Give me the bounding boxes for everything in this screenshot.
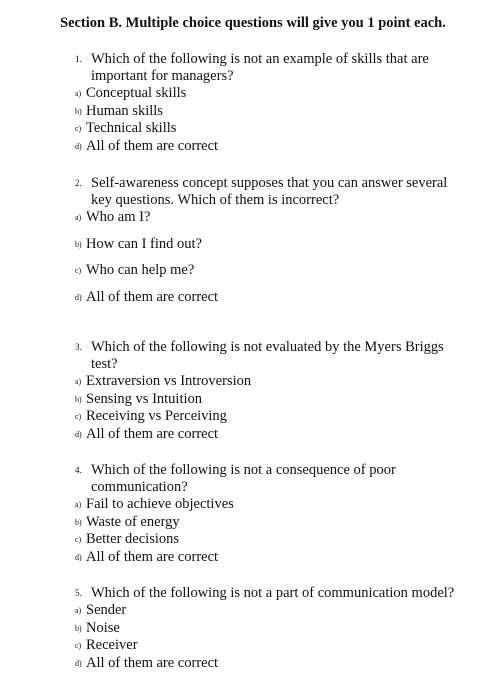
option-c[interactable] (75, 408, 470, 426)
option-text: Who can help me? (86, 262, 195, 278)
option-letter: c) (75, 412, 82, 422)
question-4 (75, 462, 470, 566)
option-letter: c) (75, 535, 82, 545)
option-letter: b) (75, 239, 82, 249)
option-text: All of them are correct (86, 137, 219, 154)
option-letter: d) (75, 552, 82, 562)
option-text: Technical skills (86, 120, 177, 137)
option-c[interactable] (75, 531, 470, 549)
option-letter: a) (75, 213, 82, 222)
question-prompt: Self-awareness concept supposes that you can answer several key questions. Which of them is incorrect? (91, 175, 448, 208)
option-text: Sensing vs Intuition (86, 390, 203, 407)
option-text: Noise (86, 619, 120, 636)
option-text: How can I find out? (86, 235, 202, 252)
option-text: Sender (86, 602, 127, 618)
option-a[interactable] (75, 496, 470, 514)
option-letter: a) (75, 377, 82, 386)
option-letter: d) (75, 429, 82, 439)
question-text (75, 339, 470, 373)
option-b[interactable] (75, 391, 470, 409)
question-text (75, 51, 470, 85)
option-text: Waste of energy (86, 513, 180, 530)
option-c[interactable] (75, 120, 470, 138)
question-5 (75, 585, 470, 672)
option-b[interactable] (75, 236, 470, 253)
option-d[interactable] (75, 426, 470, 444)
option-c[interactable] (75, 262, 470, 279)
option-a[interactable] (75, 85, 470, 103)
option-letter: d) (75, 141, 82, 151)
option-d[interactable] (75, 655, 470, 673)
question-prompt: Which of the following is not an example of skills that are important for managers? (91, 51, 429, 84)
option-letter: b) (75, 106, 82, 116)
option-letter: d) (75, 292, 82, 302)
option-d[interactable] (75, 549, 470, 567)
question-prompt: Which of the following is not a consequence of poor communication? (91, 462, 396, 495)
option-text: Who am I? (86, 209, 151, 225)
option-letter: b) (75, 394, 82, 404)
option-d[interactable] (75, 138, 470, 156)
option-text: All of them are correct (86, 548, 219, 565)
option-text: Human skills (86, 102, 163, 119)
option-text: All of them are correct (86, 654, 219, 671)
option-text: Receiver (86, 637, 138, 654)
question-prompt: Which of the following is not a part of communication model? (91, 585, 455, 601)
question-number: 5. (75, 588, 82, 598)
question-text (75, 175, 470, 209)
section-title: Section B. Multiple choice questions will give you 1 point each. (60, 15, 446, 31)
question-text (75, 585, 470, 602)
question-number: 1. (75, 54, 82, 64)
question-3 (75, 339, 470, 443)
option-text: Receiving vs Perceiving (86, 408, 227, 425)
option-letter: c) (75, 266, 82, 275)
option-b[interactable] (75, 103, 470, 121)
option-c[interactable] (75, 637, 470, 655)
option-letter: a) (75, 606, 82, 615)
option-letter: a) (75, 89, 82, 98)
option-text: Better decisions (86, 531, 180, 548)
question-number: 4. (75, 465, 82, 475)
question-text (75, 462, 470, 496)
question-1 (75, 51, 470, 155)
question-number: 3. (75, 342, 82, 352)
question-2 (75, 175, 470, 306)
option-text: Conceptual skills (86, 85, 187, 101)
option-d[interactable] (75, 289, 470, 306)
option-letter: b) (75, 517, 82, 527)
question-number: 2. (75, 178, 82, 188)
option-a[interactable] (75, 373, 470, 391)
option-letter: b) (75, 623, 82, 633)
option-text: Extraversion vs Introversion (86, 373, 252, 389)
option-letter: c) (75, 641, 82, 651)
option-letter: c) (75, 124, 82, 134)
option-b[interactable] (75, 514, 470, 532)
option-text: All of them are correct (86, 425, 219, 442)
option-letter: a) (75, 500, 82, 509)
option-text: All of them are correct (86, 288, 219, 305)
question-prompt: Which of the following is not evaluated by the Myers Briggs test? (91, 339, 444, 372)
option-b[interactable] (75, 620, 470, 638)
option-a[interactable] (75, 209, 470, 226)
option-letter: d) (75, 658, 82, 668)
option-text: Fail to achieve objectives (86, 496, 234, 512)
option-a[interactable] (75, 602, 470, 620)
